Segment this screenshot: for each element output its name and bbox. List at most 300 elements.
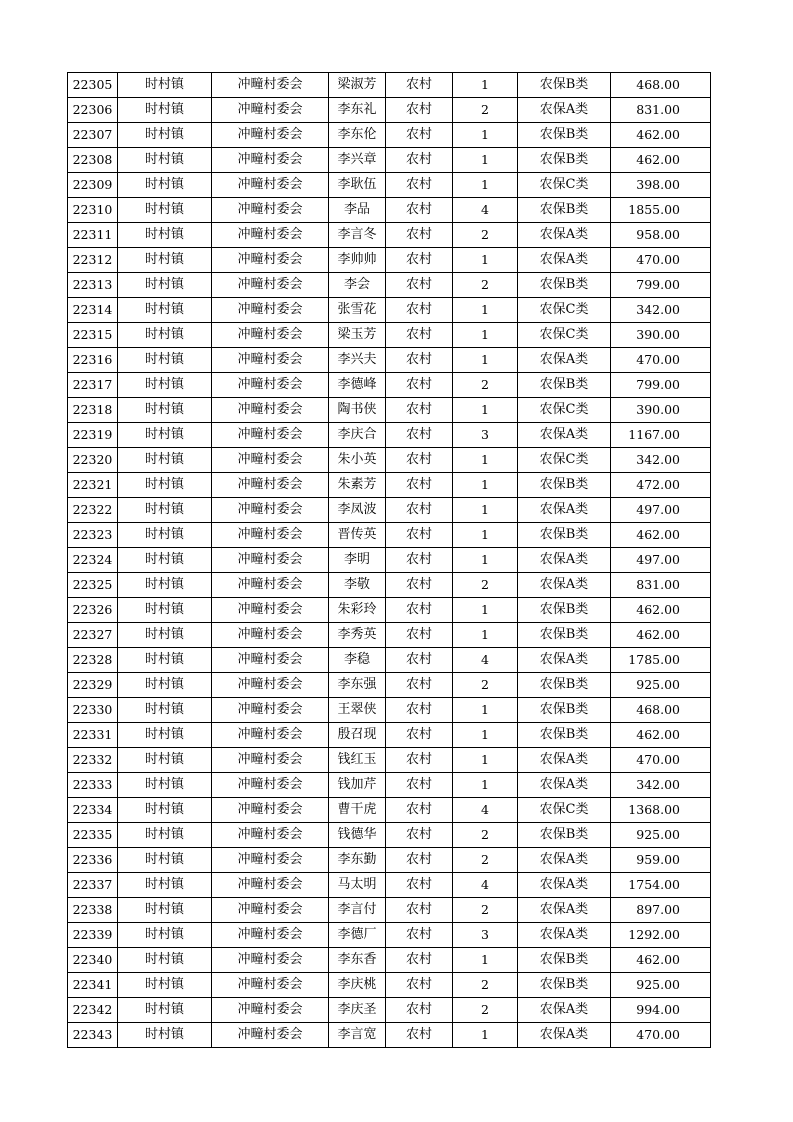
household-type-cell: 农村 bbox=[386, 848, 453, 873]
amount-cell: 462.00 bbox=[611, 148, 711, 173]
person-count-cell: 1 bbox=[453, 623, 518, 648]
name-cell: 李兴章 bbox=[329, 148, 386, 173]
category-cell: 农保B类 bbox=[518, 148, 611, 173]
village-committee-cell: 冲疃村委会 bbox=[212, 198, 329, 223]
name-cell: 李东勤 bbox=[329, 848, 386, 873]
table-row bbox=[68, 123, 711, 148]
amount-cell: 462.00 bbox=[611, 948, 711, 973]
serial-number-cell: 22310 bbox=[68, 198, 118, 223]
amount-cell: 468.00 bbox=[611, 698, 711, 723]
household-type-cell: 农村 bbox=[386, 573, 453, 598]
amount-cell: 925.00 bbox=[611, 973, 711, 998]
town-cell: 时村镇 bbox=[118, 223, 212, 248]
household-type-cell: 农村 bbox=[386, 798, 453, 823]
table-row bbox=[68, 223, 711, 248]
household-type-cell: 农村 bbox=[386, 998, 453, 1023]
household-type-cell: 农村 bbox=[386, 773, 453, 798]
town-cell: 时村镇 bbox=[118, 798, 212, 823]
person-count-cell: 1 bbox=[453, 148, 518, 173]
amount-cell: 831.00 bbox=[611, 573, 711, 598]
serial-number-cell: 22316 bbox=[68, 348, 118, 373]
category-cell: 农保C类 bbox=[518, 448, 611, 473]
amount-cell: 398.00 bbox=[611, 173, 711, 198]
household-type-cell: 农村 bbox=[386, 898, 453, 923]
amount-cell: 390.00 bbox=[611, 323, 711, 348]
serial-number-cell: 22320 bbox=[68, 448, 118, 473]
table-row bbox=[68, 948, 711, 973]
table-row bbox=[68, 73, 711, 98]
table-row bbox=[68, 973, 711, 998]
amount-cell: 390.00 bbox=[611, 398, 711, 423]
name-cell: 李德峰 bbox=[329, 373, 386, 398]
person-count-cell: 4 bbox=[453, 648, 518, 673]
serial-number-cell: 22331 bbox=[68, 723, 118, 748]
table-row bbox=[68, 198, 711, 223]
amount-cell: 462.00 bbox=[611, 623, 711, 648]
town-cell: 时村镇 bbox=[118, 273, 212, 298]
name-cell: 李兴夫 bbox=[329, 348, 386, 373]
amount-cell: 462.00 bbox=[611, 523, 711, 548]
table-row bbox=[68, 98, 711, 123]
person-count-cell: 2 bbox=[453, 573, 518, 598]
serial-number-cell: 22326 bbox=[68, 598, 118, 623]
amount-cell: 472.00 bbox=[611, 473, 711, 498]
household-type-cell: 农村 bbox=[386, 123, 453, 148]
person-count-cell: 2 bbox=[453, 998, 518, 1023]
category-cell: 农保A类 bbox=[518, 223, 611, 248]
serial-number-cell: 22309 bbox=[68, 173, 118, 198]
category-cell: 农保B类 bbox=[518, 623, 611, 648]
town-cell: 时村镇 bbox=[118, 898, 212, 923]
category-cell: 农保B类 bbox=[518, 698, 611, 723]
person-count-cell: 2 bbox=[453, 98, 518, 123]
table-row bbox=[68, 823, 711, 848]
village-committee-cell: 冲疃村委会 bbox=[212, 598, 329, 623]
town-cell: 时村镇 bbox=[118, 398, 212, 423]
table-row bbox=[68, 698, 711, 723]
household-type-cell: 农村 bbox=[386, 473, 453, 498]
household-type-cell: 农村 bbox=[386, 923, 453, 948]
village-committee-cell: 冲疃村委会 bbox=[212, 748, 329, 773]
category-cell: 农保C类 bbox=[518, 398, 611, 423]
village-committee-cell: 冲疃村委会 bbox=[212, 573, 329, 598]
serial-number-cell: 22343 bbox=[68, 1023, 118, 1048]
name-cell: 李凤波 bbox=[329, 498, 386, 523]
amount-cell: 462.00 bbox=[611, 123, 711, 148]
household-type-cell: 农村 bbox=[386, 348, 453, 373]
category-cell: 农保C类 bbox=[518, 798, 611, 823]
table-row bbox=[68, 498, 711, 523]
amount-cell: 1167.00 bbox=[611, 423, 711, 448]
amount-cell: 994.00 bbox=[611, 998, 711, 1023]
serial-number-cell: 22308 bbox=[68, 148, 118, 173]
name-cell: 陶书侠 bbox=[329, 398, 386, 423]
table-row bbox=[68, 523, 711, 548]
table-row bbox=[68, 323, 711, 348]
amount-cell: 342.00 bbox=[611, 298, 711, 323]
category-cell: 农保A类 bbox=[518, 898, 611, 923]
amount-cell: 462.00 bbox=[611, 723, 711, 748]
category-cell: 农保C类 bbox=[518, 173, 611, 198]
serial-number-cell: 22314 bbox=[68, 298, 118, 323]
table-row bbox=[68, 373, 711, 398]
village-committee-cell: 冲疃村委会 bbox=[212, 898, 329, 923]
category-cell: 农保B类 bbox=[518, 598, 611, 623]
village-committee-cell: 冲疃村委会 bbox=[212, 448, 329, 473]
household-type-cell: 农村 bbox=[386, 373, 453, 398]
table-row bbox=[68, 273, 711, 298]
category-cell: 农保A类 bbox=[518, 548, 611, 573]
table-row bbox=[68, 573, 711, 598]
category-cell: 农保B类 bbox=[518, 373, 611, 398]
person-count-cell: 1 bbox=[453, 248, 518, 273]
village-committee-cell: 冲疃村委会 bbox=[212, 798, 329, 823]
household-type-cell: 农村 bbox=[386, 423, 453, 448]
serial-number-cell: 22319 bbox=[68, 423, 118, 448]
person-count-cell: 1 bbox=[453, 73, 518, 98]
amount-cell: 342.00 bbox=[611, 773, 711, 798]
town-cell: 时村镇 bbox=[118, 1023, 212, 1048]
name-cell: 梁淑芳 bbox=[329, 73, 386, 98]
person-count-cell: 1 bbox=[453, 523, 518, 548]
household-type-cell: 农村 bbox=[386, 398, 453, 423]
household-type-cell: 农村 bbox=[386, 723, 453, 748]
category-cell: 农保B类 bbox=[518, 473, 611, 498]
town-cell: 时村镇 bbox=[118, 848, 212, 873]
table-row bbox=[68, 348, 711, 373]
amount-cell: 468.00 bbox=[611, 73, 711, 98]
village-committee-cell: 冲疃村委会 bbox=[212, 498, 329, 523]
household-type-cell: 农村 bbox=[386, 73, 453, 98]
name-cell: 钱德华 bbox=[329, 823, 386, 848]
person-count-cell: 3 bbox=[453, 423, 518, 448]
table-row bbox=[68, 423, 711, 448]
household-type-cell: 农村 bbox=[386, 1023, 453, 1048]
amount-cell: 470.00 bbox=[611, 348, 711, 373]
household-type-cell: 农村 bbox=[386, 673, 453, 698]
category-cell: 农保B类 bbox=[518, 198, 611, 223]
village-committee-cell: 冲疃村委会 bbox=[212, 123, 329, 148]
person-count-cell: 4 bbox=[453, 873, 518, 898]
table-row bbox=[68, 723, 711, 748]
table-row bbox=[68, 898, 711, 923]
village-committee-cell: 冲疃村委会 bbox=[212, 523, 329, 548]
serial-number-cell: 22339 bbox=[68, 923, 118, 948]
person-count-cell: 1 bbox=[453, 298, 518, 323]
serial-number-cell: 22332 bbox=[68, 748, 118, 773]
serial-number-cell: 22306 bbox=[68, 98, 118, 123]
person-count-cell: 1 bbox=[453, 1023, 518, 1048]
table-row bbox=[68, 873, 711, 898]
table-row bbox=[68, 473, 711, 498]
household-type-cell: 农村 bbox=[386, 973, 453, 998]
name-cell: 李庆圣 bbox=[329, 998, 386, 1023]
serial-number-cell: 22321 bbox=[68, 473, 118, 498]
household-type-cell: 农村 bbox=[386, 823, 453, 848]
name-cell: 李耿伍 bbox=[329, 173, 386, 198]
person-count-cell: 2 bbox=[453, 848, 518, 873]
town-cell: 时村镇 bbox=[118, 98, 212, 123]
category-cell: 农保A类 bbox=[518, 248, 611, 273]
town-cell: 时村镇 bbox=[118, 423, 212, 448]
name-cell: 李帅帅 bbox=[329, 248, 386, 273]
name-cell: 钱加芹 bbox=[329, 773, 386, 798]
village-committee-cell: 冲疃村委会 bbox=[212, 348, 329, 373]
serial-number-cell: 22330 bbox=[68, 698, 118, 723]
household-type-cell: 农村 bbox=[386, 523, 453, 548]
category-cell: 农保B类 bbox=[518, 973, 611, 998]
category-cell: 农保A类 bbox=[518, 348, 611, 373]
town-cell: 时村镇 bbox=[118, 123, 212, 148]
name-cell: 曹干虎 bbox=[329, 798, 386, 823]
table-row bbox=[68, 673, 711, 698]
household-type-cell: 农村 bbox=[386, 598, 453, 623]
table-row bbox=[68, 548, 711, 573]
serial-number-cell: 22337 bbox=[68, 873, 118, 898]
household-type-cell: 农村 bbox=[386, 548, 453, 573]
town-cell: 时村镇 bbox=[118, 198, 212, 223]
town-cell: 时村镇 bbox=[118, 73, 212, 98]
town-cell: 时村镇 bbox=[118, 348, 212, 373]
household-type-cell: 农村 bbox=[386, 748, 453, 773]
name-cell: 李庆桃 bbox=[329, 973, 386, 998]
town-cell: 时村镇 bbox=[118, 498, 212, 523]
person-count-cell: 1 bbox=[453, 748, 518, 773]
amount-cell: 470.00 bbox=[611, 1023, 711, 1048]
household-type-cell: 农村 bbox=[386, 698, 453, 723]
amount-cell: 1754.00 bbox=[611, 873, 711, 898]
person-count-cell: 2 bbox=[453, 673, 518, 698]
table-body bbox=[68, 73, 711, 1048]
town-cell: 时村镇 bbox=[118, 973, 212, 998]
name-cell: 朱小英 bbox=[329, 448, 386, 473]
name-cell: 李言冬 bbox=[329, 223, 386, 248]
household-type-cell: 农村 bbox=[386, 248, 453, 273]
town-cell: 时村镇 bbox=[118, 373, 212, 398]
village-committee-cell: 冲疃村委会 bbox=[212, 248, 329, 273]
village-committee-cell: 冲疃村委会 bbox=[212, 73, 329, 98]
amount-cell: 342.00 bbox=[611, 448, 711, 473]
amount-cell: 1368.00 bbox=[611, 798, 711, 823]
town-cell: 时村镇 bbox=[118, 773, 212, 798]
name-cell: 李明 bbox=[329, 548, 386, 573]
household-type-cell: 农村 bbox=[386, 223, 453, 248]
village-committee-cell: 冲疃村委会 bbox=[212, 173, 329, 198]
person-count-cell: 1 bbox=[453, 498, 518, 523]
category-cell: 农保C类 bbox=[518, 298, 611, 323]
table-row bbox=[68, 398, 711, 423]
village-committee-cell: 冲疃村委会 bbox=[212, 98, 329, 123]
serial-number-cell: 22315 bbox=[68, 323, 118, 348]
person-count-cell: 1 bbox=[453, 448, 518, 473]
amount-cell: 470.00 bbox=[611, 248, 711, 273]
name-cell: 马太明 bbox=[329, 873, 386, 898]
village-committee-cell: 冲疃村委会 bbox=[212, 973, 329, 998]
person-count-cell: 2 bbox=[453, 273, 518, 298]
category-cell: 农保A类 bbox=[518, 748, 611, 773]
village-committee-cell: 冲疃村委会 bbox=[212, 948, 329, 973]
household-type-cell: 农村 bbox=[386, 873, 453, 898]
household-type-cell: 农村 bbox=[386, 148, 453, 173]
name-cell: 朱素芳 bbox=[329, 473, 386, 498]
town-cell: 时村镇 bbox=[118, 998, 212, 1023]
household-type-cell: 农村 bbox=[386, 173, 453, 198]
serial-number-cell: 22336 bbox=[68, 848, 118, 873]
village-committee-cell: 冲疃村委会 bbox=[212, 698, 329, 723]
person-count-cell: 1 bbox=[453, 473, 518, 498]
name-cell: 李言付 bbox=[329, 898, 386, 923]
serial-number-cell: 22341 bbox=[68, 973, 118, 998]
amount-cell: 1855.00 bbox=[611, 198, 711, 223]
serial-number-cell: 22305 bbox=[68, 73, 118, 98]
person-count-cell: 4 bbox=[453, 198, 518, 223]
table-row bbox=[68, 773, 711, 798]
table-row bbox=[68, 923, 711, 948]
household-type-cell: 农村 bbox=[386, 273, 453, 298]
town-cell: 时村镇 bbox=[118, 598, 212, 623]
serial-number-cell: 22340 bbox=[68, 948, 118, 973]
category-cell: 农保A类 bbox=[518, 923, 611, 948]
amount-cell: 831.00 bbox=[611, 98, 711, 123]
village-committee-cell: 冲疃村委会 bbox=[212, 148, 329, 173]
amount-cell: 959.00 bbox=[611, 848, 711, 873]
village-committee-cell: 冲疃村委会 bbox=[212, 398, 329, 423]
name-cell: 李德厂 bbox=[329, 923, 386, 948]
serial-number-cell: 22333 bbox=[68, 773, 118, 798]
household-type-cell: 农村 bbox=[386, 623, 453, 648]
category-cell: 农保B类 bbox=[518, 673, 611, 698]
amount-cell: 497.00 bbox=[611, 498, 711, 523]
village-committee-cell: 冲疃村委会 bbox=[212, 848, 329, 873]
serial-number-cell: 22323 bbox=[68, 523, 118, 548]
table-row bbox=[68, 248, 711, 273]
town-cell: 时村镇 bbox=[118, 298, 212, 323]
person-count-cell: 2 bbox=[453, 373, 518, 398]
person-count-cell: 1 bbox=[453, 398, 518, 423]
name-cell: 李东伦 bbox=[329, 123, 386, 148]
town-cell: 时村镇 bbox=[118, 323, 212, 348]
category-cell: 农保A类 bbox=[518, 648, 611, 673]
category-cell: 农保B类 bbox=[518, 73, 611, 98]
table-row bbox=[68, 848, 711, 873]
category-cell: 农保B类 bbox=[518, 273, 611, 298]
serial-number-cell: 22338 bbox=[68, 898, 118, 923]
category-cell: 农保B类 bbox=[518, 948, 611, 973]
table-row bbox=[68, 748, 711, 773]
village-committee-cell: 冲疃村委会 bbox=[212, 723, 329, 748]
serial-number-cell: 22322 bbox=[68, 498, 118, 523]
name-cell: 李稳 bbox=[329, 648, 386, 673]
town-cell: 时村镇 bbox=[118, 823, 212, 848]
amount-cell: 462.00 bbox=[611, 598, 711, 623]
person-count-cell: 1 bbox=[453, 773, 518, 798]
person-count-cell: 2 bbox=[453, 898, 518, 923]
household-type-cell: 农村 bbox=[386, 198, 453, 223]
table-row bbox=[68, 1023, 711, 1048]
village-committee-cell: 冲疃村委会 bbox=[212, 473, 329, 498]
serial-number-cell: 22324 bbox=[68, 548, 118, 573]
serial-number-cell: 22342 bbox=[68, 998, 118, 1023]
category-cell: 农保A类 bbox=[518, 573, 611, 598]
household-type-cell: 农村 bbox=[386, 98, 453, 123]
table-row bbox=[68, 623, 711, 648]
name-cell: 王翠侠 bbox=[329, 698, 386, 723]
table-row bbox=[68, 798, 711, 823]
village-committee-cell: 冲疃村委会 bbox=[212, 998, 329, 1023]
amount-cell: 897.00 bbox=[611, 898, 711, 923]
town-cell: 时村镇 bbox=[118, 623, 212, 648]
amount-cell: 925.00 bbox=[611, 673, 711, 698]
serial-number-cell: 22307 bbox=[68, 123, 118, 148]
serial-number-cell: 22327 bbox=[68, 623, 118, 648]
category-cell: 农保A类 bbox=[518, 98, 611, 123]
serial-number-cell: 22329 bbox=[68, 673, 118, 698]
name-cell: 李秀英 bbox=[329, 623, 386, 648]
person-count-cell: 1 bbox=[453, 323, 518, 348]
village-committee-cell: 冲疃村委会 bbox=[212, 923, 329, 948]
category-cell: 农保A类 bbox=[518, 873, 611, 898]
town-cell: 时村镇 bbox=[118, 548, 212, 573]
name-cell: 殷召现 bbox=[329, 723, 386, 748]
village-committee-cell: 冲疃村委会 bbox=[212, 548, 329, 573]
name-cell: 李会 bbox=[329, 273, 386, 298]
serial-number-cell: 22318 bbox=[68, 398, 118, 423]
town-cell: 时村镇 bbox=[118, 148, 212, 173]
amount-cell: 958.00 bbox=[611, 223, 711, 248]
name-cell: 李东香 bbox=[329, 948, 386, 973]
table-row bbox=[68, 998, 711, 1023]
amount-cell: 925.00 bbox=[611, 823, 711, 848]
table-row bbox=[68, 173, 711, 198]
table-row bbox=[68, 648, 711, 673]
town-cell: 时村镇 bbox=[118, 473, 212, 498]
person-count-cell: 1 bbox=[453, 548, 518, 573]
person-count-cell: 2 bbox=[453, 973, 518, 998]
serial-number-cell: 22335 bbox=[68, 823, 118, 848]
village-committee-cell: 冲疃村委会 bbox=[212, 423, 329, 448]
town-cell: 时村镇 bbox=[118, 248, 212, 273]
village-committee-cell: 冲疃村委会 bbox=[212, 323, 329, 348]
category-cell: 农保B类 bbox=[518, 723, 611, 748]
serial-number-cell: 22311 bbox=[68, 223, 118, 248]
name-cell: 张雪花 bbox=[329, 298, 386, 323]
name-cell: 李言宽 bbox=[329, 1023, 386, 1048]
village-committee-cell: 冲疃村委会 bbox=[212, 648, 329, 673]
name-cell: 钱红玉 bbox=[329, 748, 386, 773]
serial-number-cell: 22334 bbox=[68, 798, 118, 823]
category-cell: 农保A类 bbox=[518, 998, 611, 1023]
town-cell: 时村镇 bbox=[118, 573, 212, 598]
name-cell: 李敬 bbox=[329, 573, 386, 598]
person-count-cell: 1 bbox=[453, 948, 518, 973]
town-cell: 时村镇 bbox=[118, 948, 212, 973]
category-cell: 农保A类 bbox=[518, 848, 611, 873]
amount-cell: 497.00 bbox=[611, 548, 711, 573]
table-row bbox=[68, 298, 711, 323]
village-committee-cell: 冲疃村委会 bbox=[212, 373, 329, 398]
allowance-table bbox=[67, 72, 711, 1048]
village-committee-cell: 冲疃村委会 bbox=[212, 873, 329, 898]
person-count-cell: 1 bbox=[453, 123, 518, 148]
name-cell: 李东礼 bbox=[329, 98, 386, 123]
table-row bbox=[68, 148, 711, 173]
amount-cell: 1785.00 bbox=[611, 648, 711, 673]
name-cell: 李品 bbox=[329, 198, 386, 223]
category-cell: 农保C类 bbox=[518, 323, 611, 348]
town-cell: 时村镇 bbox=[118, 173, 212, 198]
category-cell: 农保B类 bbox=[518, 523, 611, 548]
household-type-cell: 农村 bbox=[386, 498, 453, 523]
